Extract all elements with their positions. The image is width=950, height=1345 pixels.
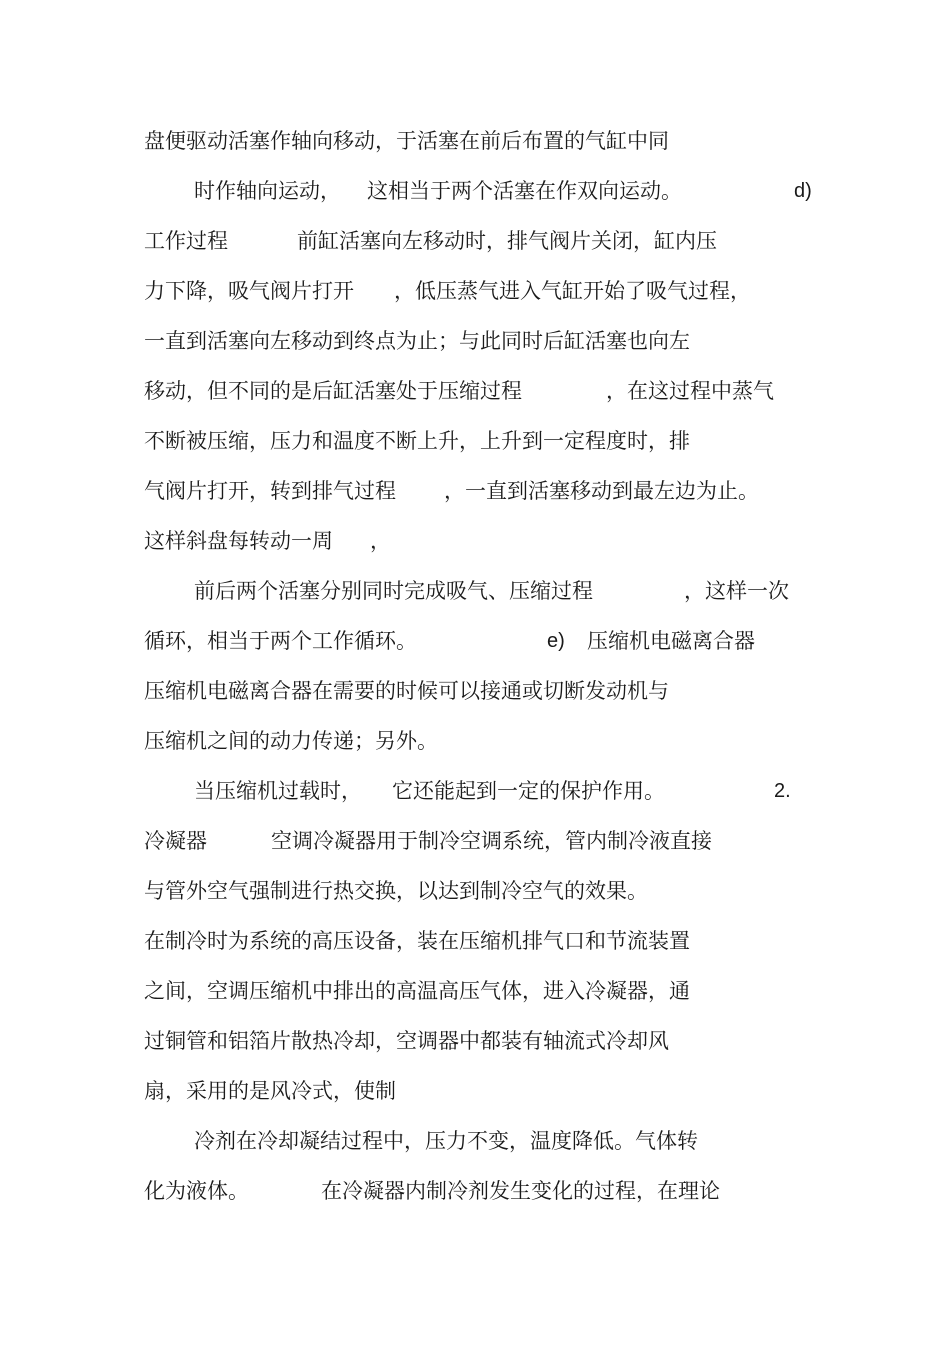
text-line-16 xyxy=(144,878,648,904)
text-line-15 xyxy=(144,828,764,854)
text-line-3 xyxy=(144,228,764,254)
text-line-22 xyxy=(144,1178,774,1204)
line-6-text-a: 移动，但不同的是后缸活塞处于压缩过程 xyxy=(144,379,522,403)
text-line-14 xyxy=(194,778,804,804)
text-line-18 xyxy=(144,978,690,1004)
line-9-text-b: ， xyxy=(370,529,391,553)
text-line-4 xyxy=(144,278,784,304)
line-18-text: 之间，空调压缩机中排出的高温高压气体，进入冷凝器，通 xyxy=(144,979,690,1003)
line-14-text-a: 当压缩机过载时， xyxy=(194,779,362,803)
text-line-12 xyxy=(144,678,669,704)
line-22-text-b: 在冷凝器内制冷剂发生变化的过程，在理论 xyxy=(321,1179,720,1203)
line-22-text-a: 化为液体。 xyxy=(144,1179,249,1203)
text-line-19 xyxy=(144,1028,669,1054)
line-13-text: 压缩机之间的动力传递；另外。 xyxy=(144,729,438,753)
text-line-9 xyxy=(144,528,544,554)
text-line-17 xyxy=(144,928,690,954)
line-7-text: 不断被压缩，压力和温度不断上升，上升到一定程度时，排 xyxy=(144,429,690,453)
text-line-21 xyxy=(194,1128,698,1154)
text-line-7 xyxy=(144,428,690,454)
line-3-text-a: 工作过程 xyxy=(144,229,228,253)
line-15-text-b: 空调冷凝器用于制冷空调系统，管内制冷液直接 xyxy=(271,829,712,853)
text-line-20 xyxy=(144,1078,396,1104)
text-line-10 xyxy=(194,578,804,604)
line-3-text-b: 前缸活塞向左移动时，排气阀片关闭，缸内压 xyxy=(297,229,717,253)
line-9-text-a: 这样斜盘每转动一周 xyxy=(144,529,333,553)
text-line-6 xyxy=(144,378,794,404)
text-line-8 xyxy=(144,478,794,504)
line-8-text-a: 气阀片打开，转到排气过程 xyxy=(144,479,396,503)
line-11-text-a: 循环，相当于两个工作循环。 xyxy=(144,629,417,653)
line-21-text: 冷剂在冷却凝结过程中，压力不变，温度降低。气体转 xyxy=(194,1129,698,1153)
line-12-text: 压缩机电磁离合器在需要的时候可以接通或切断发动机与 xyxy=(144,679,669,703)
line-11-text-c: 压缩机电磁离合器 xyxy=(587,629,755,653)
line-1-text: 盘便驱动活塞作轴向移动，于活塞在前后布置的气缸中同 xyxy=(144,129,669,153)
line-8-text-b: ，一直到活塞移动到最左边为止。 xyxy=(444,479,759,503)
text-line-2 xyxy=(194,178,814,204)
text-line-1 xyxy=(144,128,669,154)
line-10-text-b: ，这样一次 xyxy=(684,579,789,603)
line-10-text-a: 前后两个活塞分别同时完成吸气、压缩过程 xyxy=(194,579,593,603)
line-19-text: 过铜管和铝箔片散热冷却，空调器中都装有轴流式冷却风 xyxy=(144,1029,669,1053)
line-15-text-a: 冷凝器 xyxy=(144,829,207,853)
text-line-13 xyxy=(144,728,438,754)
line-4-text-a: 力下降，吸气阀片打开 xyxy=(144,279,354,303)
line-6-text-b: ，在这过程中蒸气 xyxy=(606,379,774,403)
line-4-text-b: ，低压蒸气进入气缸开始了吸气过程， xyxy=(394,279,751,303)
line-5-text: 一直到活塞向左移动到终点为止；与此同时后缸活塞也向左 xyxy=(144,329,690,353)
line-17-text: 在制冷时为系统的高压设备，装在压缩机排气口和节流装置 xyxy=(144,929,690,953)
line-16-text: 与管外空气强制进行热交换，以达到制冷空气的效果。 xyxy=(144,879,648,903)
text-line-5 xyxy=(144,328,690,354)
line-14-text-b: 它还能起到一定的保护作用。 xyxy=(392,779,665,803)
line-2-text-c: d) xyxy=(794,180,812,202)
text-line-11 xyxy=(144,628,784,654)
line-11-text-b: e) xyxy=(547,630,565,652)
line-14-text-c: 2. xyxy=(774,780,791,802)
line-2-text-b: 这相当于两个活塞在作双向运动。 xyxy=(367,179,682,203)
line-20-text: 扇，采用的是风冷式，使制 xyxy=(144,1079,396,1103)
line-2-text-a: 时作轴向运动， xyxy=(194,179,341,203)
